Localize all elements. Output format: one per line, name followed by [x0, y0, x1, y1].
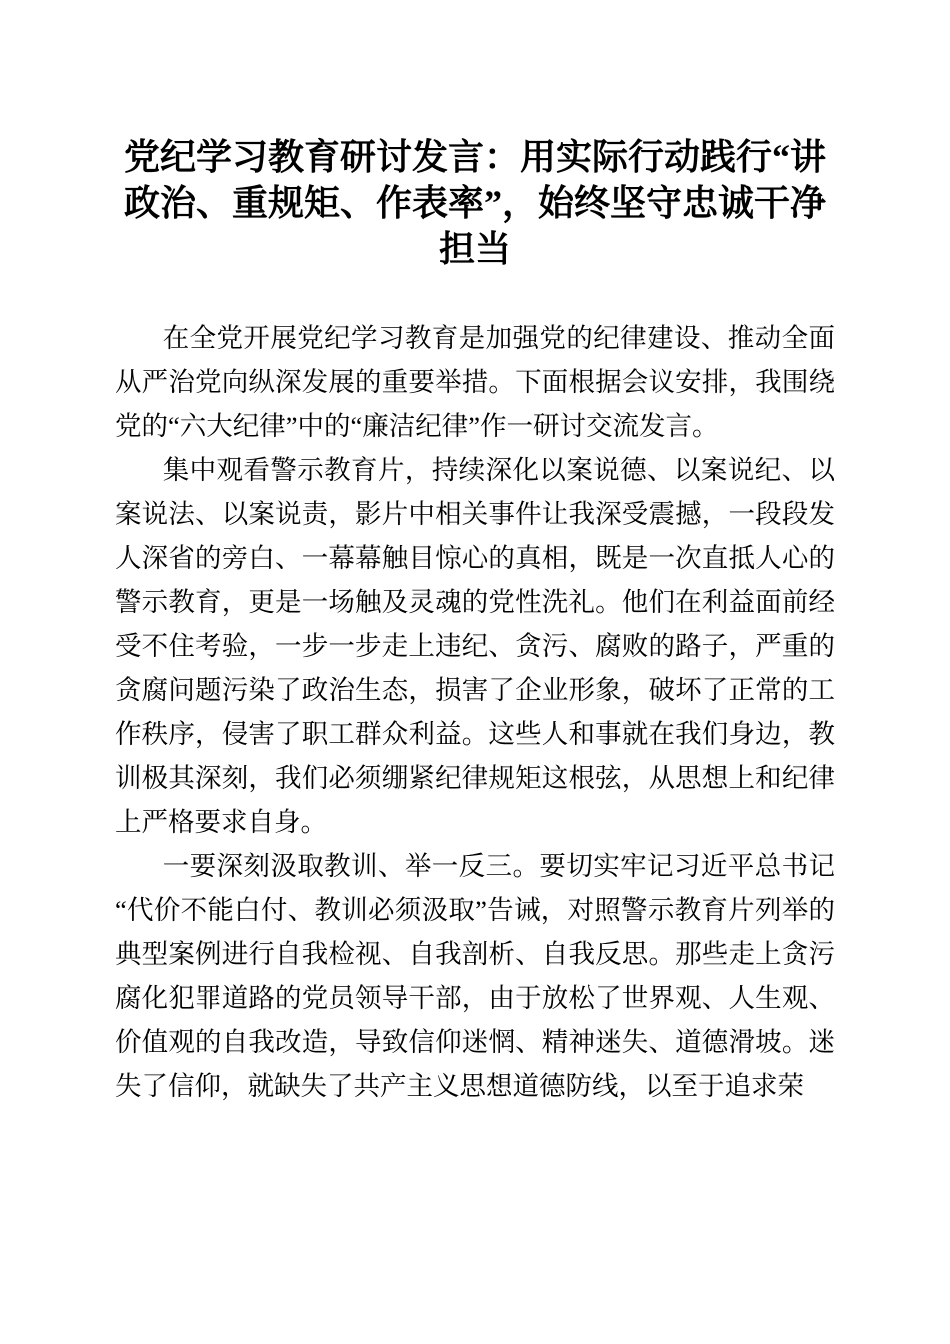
document-body [115, 316, 835, 1108]
paragraph-2: 集中观看警示教育片，持续深化以案说德、以案说纪、以案说法、以案说责，影片中相关事件让我深受震撼，一段段发人深省的旁白、一幕幕触目惊心的真相，既是一次直抵人心的警示教育，更是一场触及灵魂的党性洗礼。他们在利益面前经受不住考验，一步一步走上违纪、贪污、腐败的路子，严重的贪腐问题污染了政治生态，损害了企业形象，破坏了正常的工作秩序，侵害了职工群众利益。这些人和事就在我们身边，教训极其深刻，我们必须绷紧纪律规矩这根弦，从思想上和纪律上严格要求自身。 [115, 455, 835, 837]
document-title: 党纪学习教育研讨发言：用实际行动践行“讲政治、重规矩、作表率”，始终坚守忠诚干净担当 [123, 137, 826, 269]
paragraph-3: 一要深刻汲取教训、举一反三。要切实牢记习近平总书记“代价不能白付、教训必须汲取”告诫，对照警示教育片列举的典型案例进行自我检视、自我剖析、自我反思。那些走上贪污腐化犯罪道路的党员领导干部，由于放松了世界观、人生观、价值观的自我改造，导致信仰迷惘、精神迷失、道德滑坡。迷失了信仰，就缺失了共产主义思想道德防线，以至于追求荣 [115, 851, 835, 1101]
paragraph-1: 在全党开展党纪学习教育是加强党的纪律建设、推动全面从严治党向纵深发展的重要举措。下面根据会议安排，我围绕党的“六大纪律”中的“廉洁纪律”作一研讨交流发言。 [115, 323, 835, 441]
document-content [115, 134, 835, 1108]
